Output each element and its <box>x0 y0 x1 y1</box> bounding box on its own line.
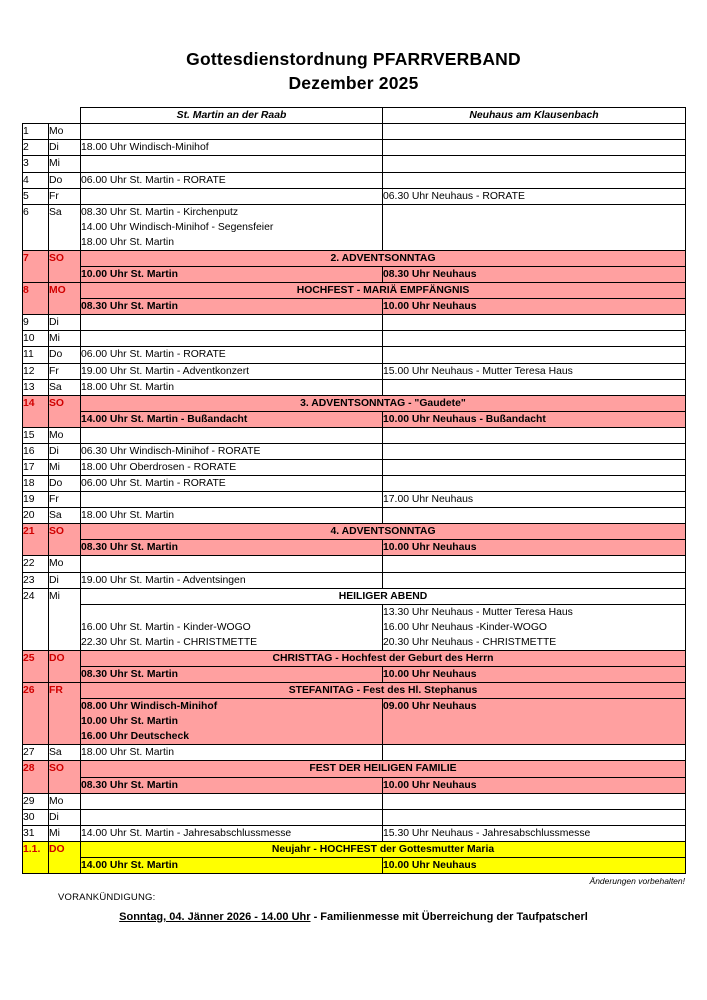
cell-day-number: 5 <box>23 188 49 204</box>
cell-day-number: 8 <box>23 283 49 315</box>
event-line: 08.30 Uhr St. Martin <box>81 542 179 554</box>
event-line: 08.30 Uhr St. Martin <box>81 779 179 791</box>
cell-weekday: FR <box>49 683 81 745</box>
cell-events-st-martin <box>81 411 383 427</box>
table-row <box>23 809 686 825</box>
cell-events-neuhaus <box>383 267 686 283</box>
cell-weekday: Sa <box>49 204 81 250</box>
announcement-line <box>22 911 685 923</box>
event-line: 15.00 Uhr Neuhaus - Mutter Teresa Haus <box>383 365 573 377</box>
table-row <box>23 427 686 443</box>
table-header-row <box>23 108 686 124</box>
event-line: 14.00 Uhr Windisch-Minihof - Segensfeier <box>81 221 274 233</box>
event-line: 06.30 Uhr Windisch-Minihof - RORATE <box>81 445 261 457</box>
cell-feast-title: Neujahr - HOCHFEST der Gottesmutter Maria <box>81 841 686 857</box>
cell-events-neuhaus <box>383 299 686 315</box>
cell-day-number: 30 <box>23 809 49 825</box>
event-line: 16.00 Uhr Neuhaus -Kinder-WOGO <box>383 621 548 633</box>
table-row <box>23 699 686 745</box>
table-row <box>23 188 686 204</box>
cell-feast-title: HOCHFEST - MARIÄ EMPFÄNGNIS <box>81 283 686 299</box>
cell-day-number: 9 <box>23 315 49 331</box>
table-row <box>23 347 686 363</box>
cell-day-number: 12 <box>23 363 49 379</box>
schedule-body <box>23 124 686 874</box>
cell-weekday: Di <box>49 572 81 588</box>
cell-weekday: Mo <box>49 124 81 140</box>
event-line: 10.00 Uhr Neuhaus <box>383 779 477 791</box>
cell-events-st-martin <box>81 363 383 379</box>
event-line: 06.00 Uhr St. Martin - RORATE <box>81 349 226 361</box>
event-line: 18.00 Uhr St. Martin <box>81 510 174 522</box>
cell-weekday: DO <box>49 841 81 873</box>
cell-events-neuhaus <box>383 793 686 809</box>
event-line: 10.00 Uhr Neuhaus <box>383 542 477 554</box>
cell-weekday: MO <box>49 283 81 315</box>
event-line: 14.00 Uhr St. Martin <box>81 859 179 871</box>
cell-feast-title: 4. ADVENTSONNTAG <box>81 524 686 540</box>
cell-events-neuhaus <box>383 604 686 650</box>
cell-events-neuhaus <box>383 777 686 793</box>
cell-weekday: Do <box>49 476 81 492</box>
table-row <box>23 204 686 250</box>
cell-events-st-martin <box>81 299 383 315</box>
announcement-label: VORANKÜNDIGUNG: <box>58 892 156 903</box>
event-line: 08.30 Uhr St. Martin - Kirchenputz <box>81 206 239 218</box>
table-row <box>23 604 686 650</box>
event-line: 18.00 Uhr St. Martin <box>81 381 174 393</box>
cell-events-st-martin <box>81 124 383 140</box>
cell-weekday: Sa <box>49 379 81 395</box>
cell-events-st-martin <box>81 793 383 809</box>
cell-day-number: 16 <box>23 443 49 459</box>
cell-weekday: Mi <box>49 331 81 347</box>
cell-weekday: Mi <box>49 825 81 841</box>
announcement-date: Sonntag, 04. Jänner 2026 - 14.00 Uhr <box>119 911 311 923</box>
cell-day-number: 20 <box>23 508 49 524</box>
event-line: 18.00 Uhr Oberdrosen - RORATE <box>81 461 237 473</box>
cell-day-number: 27 <box>23 745 49 761</box>
cell-feast-title: 2. ADVENTSONNTAG <box>81 250 686 266</box>
event-line: 10.00 Uhr Neuhaus <box>383 301 477 313</box>
cell-events-st-martin <box>81 459 383 475</box>
cell-day-number: 17 <box>23 459 49 475</box>
cell-weekday: Di <box>49 315 81 331</box>
cell-feast-title: HEILIGER ABEND <box>81 588 686 604</box>
title-line-1: Gottesdienstordnung PFARRVERBAND <box>186 49 521 69</box>
table-row <box>23 283 686 299</box>
cell-day-number: 15 <box>23 427 49 443</box>
cell-events-st-martin <box>81 604 383 650</box>
cell-day-number: 11 <box>23 347 49 363</box>
cell-feast-title: 3. ADVENTSONNTAG - "Gaudete" <box>81 395 686 411</box>
cell-weekday: SO <box>49 761 81 793</box>
cell-events-st-martin <box>81 156 383 172</box>
cell-day-number: 14 <box>23 395 49 427</box>
cell-events-st-martin <box>81 666 383 682</box>
cell-events-st-martin <box>81 492 383 508</box>
cell-events-st-martin <box>81 572 383 588</box>
event-line: 14.00 Uhr St. Martin - Jahresabschlussmesse <box>81 827 292 839</box>
table-row <box>23 379 686 395</box>
title-line-2: Dezember 2025 <box>288 72 419 93</box>
cell-weekday: Fr <box>49 492 81 508</box>
cell-day-number: 28 <box>23 761 49 793</box>
event-line: 08.00 Uhr Windisch-Minihof <box>81 701 218 713</box>
cell-weekday: Mi <box>49 588 81 650</box>
event-line: 06.00 Uhr St. Martin - RORATE <box>81 478 226 490</box>
event-line: 10.00 Uhr St. Martin <box>81 716 179 728</box>
table-row <box>23 250 686 266</box>
cell-events-st-martin <box>81 508 383 524</box>
cell-day-number: 21 <box>23 524 49 556</box>
cell-events-st-martin <box>81 699 383 745</box>
table-row <box>23 395 686 411</box>
table-row <box>23 443 686 459</box>
cell-day-number: 7 <box>23 250 49 282</box>
cell-events-st-martin <box>81 809 383 825</box>
cell-events-st-martin <box>81 379 383 395</box>
table-row <box>23 556 686 572</box>
cell-events-neuhaus <box>383 427 686 443</box>
changes-note: Änderungen vorbehalten! <box>589 876 685 886</box>
cell-events-neuhaus <box>383 379 686 395</box>
cell-day-number: 26 <box>23 683 49 745</box>
cell-events-st-martin <box>81 331 383 347</box>
cell-day-number: 22 <box>23 556 49 572</box>
cell-weekday: Mi <box>49 156 81 172</box>
table-row <box>23 476 686 492</box>
table-row <box>23 492 686 508</box>
table-row <box>23 745 686 761</box>
cell-events-neuhaus <box>383 857 686 873</box>
cell-weekday: Do <box>49 347 81 363</box>
cell-events-neuhaus <box>383 666 686 682</box>
cell-events-st-martin <box>81 188 383 204</box>
cell-events-neuhaus <box>383 556 686 572</box>
cell-events-st-martin <box>81 347 383 363</box>
table-row <box>23 124 686 140</box>
announcement-rest: - Familienmesse mit Überreichung der Taufpatscherl <box>310 911 588 923</box>
event-line: 10.00 Uhr St. Martin <box>81 269 179 281</box>
event-line: 19.00 Uhr St. Martin - Adventkonzert <box>81 365 250 377</box>
cell-events-st-martin <box>81 777 383 793</box>
table-row <box>23 331 686 347</box>
cell-events-neuhaus <box>383 188 686 204</box>
event-line: 15.30 Uhr Neuhaus - Jahresabschlussmesse <box>383 827 591 839</box>
table-row <box>23 841 686 857</box>
cell-weekday: Di <box>49 809 81 825</box>
table-row <box>23 140 686 156</box>
event-line: 10.00 Uhr Neuhaus <box>383 859 477 871</box>
cell-weekday: Fr <box>49 363 81 379</box>
table-row <box>23 857 686 873</box>
cell-events-neuhaus <box>383 172 686 188</box>
cell-events-st-martin <box>81 476 383 492</box>
cell-weekday: Do <box>49 172 81 188</box>
cell-day-number: 31 <box>23 825 49 841</box>
table-row <box>23 540 686 556</box>
event-line: 06.00 Uhr St. Martin - RORATE <box>81 174 226 186</box>
event-line: 14.00 Uhr St. Martin - Bußandacht <box>81 413 248 425</box>
cell-events-neuhaus <box>383 492 686 508</box>
cell-day-number: 19 <box>23 492 49 508</box>
cell-weekday: Di <box>49 443 81 459</box>
cell-weekday: Mo <box>49 427 81 443</box>
cell-events-neuhaus <box>383 411 686 427</box>
cell-day-number: 24 <box>23 588 49 650</box>
event-line: 10.00 Uhr Neuhaus - Bußandacht <box>383 413 546 425</box>
cell-day-number: 13 <box>23 379 49 395</box>
cell-events-neuhaus <box>383 124 686 140</box>
cell-day-number: 2 <box>23 140 49 156</box>
cell-events-neuhaus <box>383 459 686 475</box>
event-line: 16.00 Uhr St. Martin - Kinder-WOGO <box>81 621 251 633</box>
schedule-table <box>22 107 686 874</box>
cell-day-number: 10 <box>23 331 49 347</box>
cell-events-neuhaus <box>383 572 686 588</box>
cell-events-st-martin <box>81 315 383 331</box>
table-row <box>23 411 686 427</box>
event-line: 18.00 Uhr St. Martin <box>81 747 174 759</box>
cell-events-st-martin <box>81 172 383 188</box>
cell-weekday: SO <box>49 524 81 556</box>
cell-events-neuhaus <box>383 156 686 172</box>
cell-events-st-martin <box>81 745 383 761</box>
cell-events-st-martin <box>81 267 383 283</box>
cell-events-neuhaus <box>383 745 686 761</box>
cell-events-st-martin <box>81 556 383 572</box>
cell-day-number: 23 <box>23 572 49 588</box>
table-row <box>23 761 686 777</box>
cell-events-st-martin <box>81 540 383 556</box>
table-row <box>23 588 686 604</box>
event-line: 08.30 Uhr St. Martin <box>81 301 179 313</box>
cell-weekday: SO <box>49 395 81 427</box>
cell-events-st-martin <box>81 427 383 443</box>
event-line: 08.30 Uhr St. Martin <box>81 668 179 680</box>
cell-day-number: 3 <box>23 156 49 172</box>
cell-weekday: Di <box>49 140 81 156</box>
table-row <box>23 825 686 841</box>
cell-events-neuhaus <box>383 508 686 524</box>
cell-weekday: Sa <box>49 508 81 524</box>
cell-weekday: Mo <box>49 556 81 572</box>
table-row <box>23 172 686 188</box>
cell-day-number: 25 <box>23 650 49 682</box>
cell-events-st-martin <box>81 825 383 841</box>
event-line: 18.00 Uhr Windisch-Minihof <box>81 142 209 154</box>
cell-weekday: SO <box>49 250 81 282</box>
document-title <box>22 0 685 95</box>
event-line: 18.00 Uhr St. Martin <box>81 236 174 248</box>
event-line: 13.30 Uhr Neuhaus - Mutter Teresa Haus <box>383 606 573 618</box>
cell-day-number: 4 <box>23 172 49 188</box>
event-line: 10.00 Uhr Neuhaus <box>383 668 477 680</box>
table-row <box>23 315 686 331</box>
cell-events-neuhaus <box>383 204 686 250</box>
table-row <box>23 683 686 699</box>
cell-events-st-martin <box>81 204 383 250</box>
table-row <box>23 299 686 315</box>
cell-events-neuhaus <box>383 809 686 825</box>
table-row <box>23 267 686 283</box>
cell-events-neuhaus <box>383 363 686 379</box>
cell-events-neuhaus <box>383 443 686 459</box>
event-line: 20.30 Uhr Neuhaus - CHRISTMETTE <box>383 636 557 648</box>
header-spacer-day <box>23 108 49 124</box>
cell-weekday: Fr <box>49 188 81 204</box>
event-line <box>81 605 382 620</box>
cell-feast-title: STEFANITAG - Fest des Hl. Stephanus <box>81 683 686 699</box>
cell-day-number: 6 <box>23 204 49 250</box>
table-row <box>23 524 686 540</box>
event-line: 19.00 Uhr St. Martin - Adventsingen <box>81 574 246 586</box>
cell-day-number: 1 <box>23 124 49 140</box>
cell-day-number: 18 <box>23 476 49 492</box>
cell-events-neuhaus <box>383 540 686 556</box>
table-row <box>23 156 686 172</box>
table-row <box>23 508 686 524</box>
cell-events-neuhaus <box>383 347 686 363</box>
cell-feast-title: FEST DER HEILIGEN FAMILIE <box>81 761 686 777</box>
cell-weekday: Sa <box>49 745 81 761</box>
cell-events-neuhaus <box>383 331 686 347</box>
cell-events-st-martin <box>81 857 383 873</box>
cell-weekday: Mi <box>49 459 81 475</box>
event-line: 16.00 Uhr Deutscheck <box>81 731 190 743</box>
table-row <box>23 572 686 588</box>
cell-events-st-martin <box>81 443 383 459</box>
header-spacer-dow <box>49 108 81 124</box>
event-line: 22.30 Uhr St. Martin - CHRISTMETTE <box>81 636 258 648</box>
cell-events-neuhaus <box>383 315 686 331</box>
event-line: 09.00 Uhr Neuhaus <box>383 701 477 713</box>
cell-events-neuhaus <box>383 476 686 492</box>
event-line: 08.30 Uhr Neuhaus <box>383 269 477 281</box>
header-parish-st-martin: St. Martin an der Raab <box>81 108 383 124</box>
header-parish-neuhaus: Neuhaus am Klausenbach <box>383 108 686 124</box>
cell-feast-title: CHRISTTAG - Hochfest der Geburt des Herrn <box>81 650 686 666</box>
table-row <box>23 793 686 809</box>
cell-weekday: DO <box>49 650 81 682</box>
cell-events-neuhaus <box>383 825 686 841</box>
event-line: 06.30 Uhr Neuhaus - RORATE <box>383 190 525 202</box>
event-line: 17.00 Uhr Neuhaus <box>383 494 474 506</box>
table-row <box>23 777 686 793</box>
cell-events-st-martin <box>81 140 383 156</box>
table-row <box>23 363 686 379</box>
table-row <box>23 650 686 666</box>
table-row <box>23 459 686 475</box>
cell-day-number: 1.1. <box>23 841 49 873</box>
table-row <box>23 666 686 682</box>
cell-events-neuhaus <box>383 140 686 156</box>
cell-events-neuhaus <box>383 699 686 745</box>
cell-day-number: 29 <box>23 793 49 809</box>
cell-weekday: Mo <box>49 793 81 809</box>
